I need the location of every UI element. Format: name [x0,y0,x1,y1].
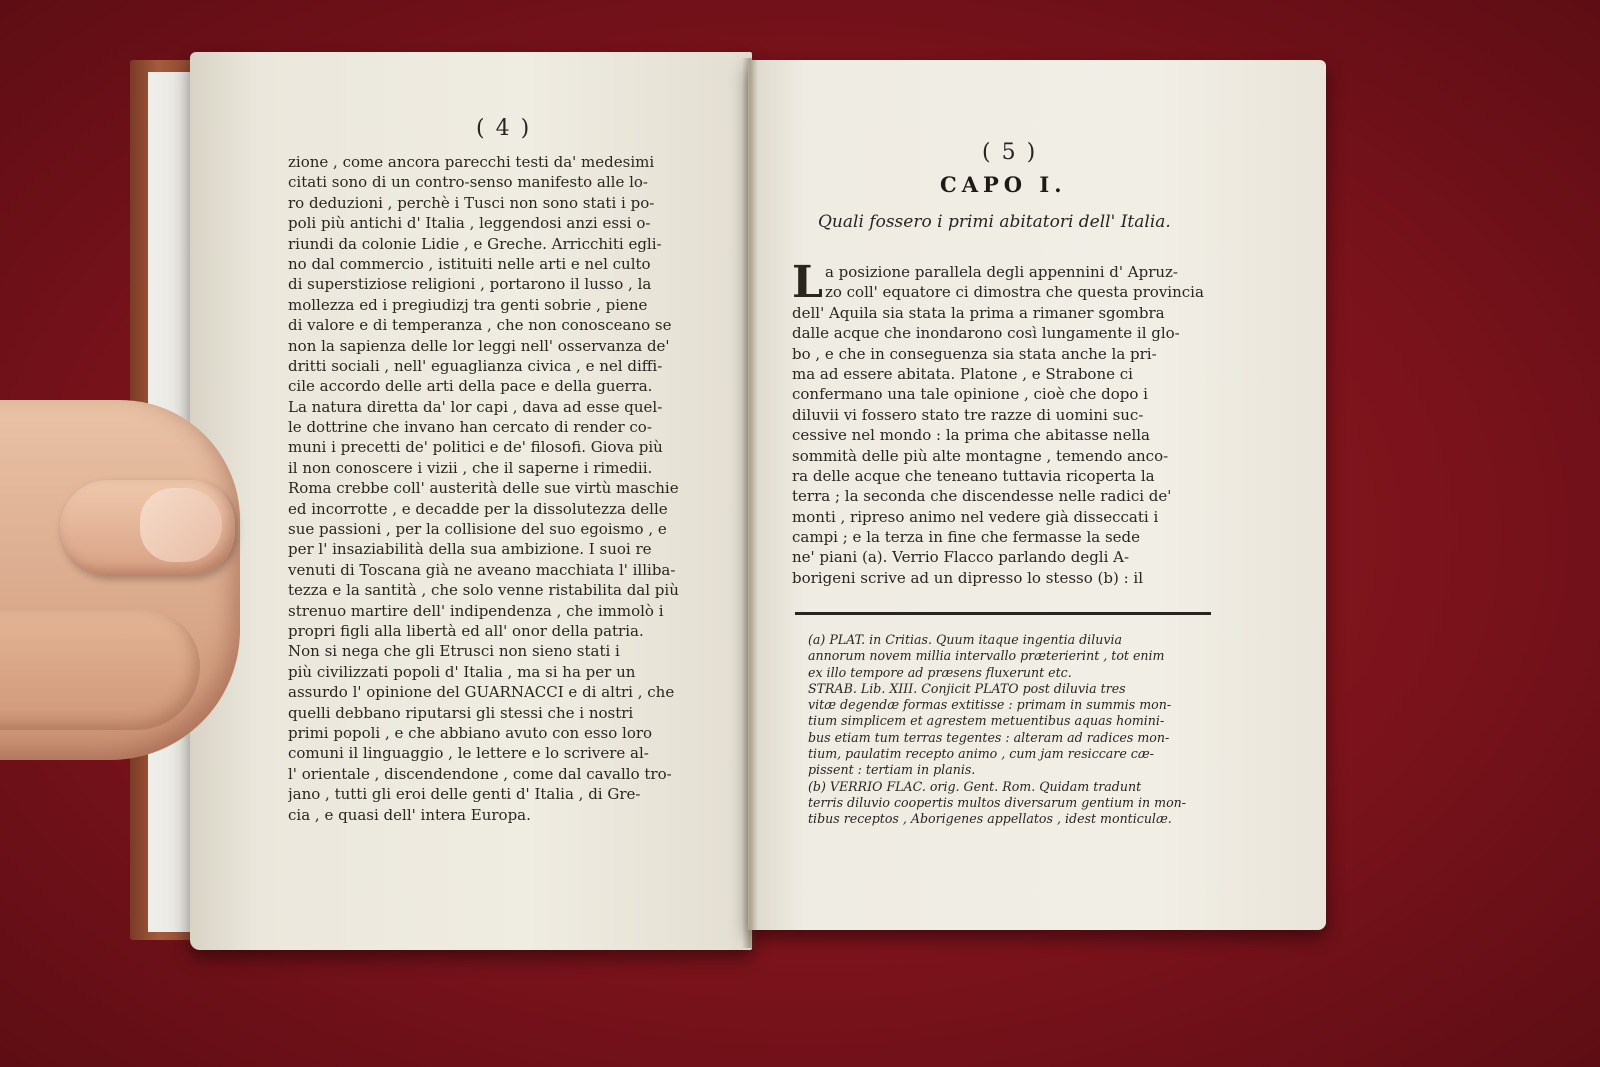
text-line: dell' Aquila sia stata la prima a rimaner sgombra [792,303,1165,322]
text-line: di valore e di temperanza , che non conosceano se [288,316,672,335]
text-line: terra ; la seconda che discendesse nelle radici de' [792,487,1172,506]
text-line: cile accordo delle arti della pace e della guerra. [288,377,653,396]
text-line: primi popoli , e che abbiano avuto con esso loro [288,723,653,742]
right-page-text [792,257,1220,588]
text-line: di superstiziose religioni , portarono il lusso , la [288,275,652,294]
chapter-heading: CAPO I. [940,172,1067,197]
text-line: bo , e che in conseguenza sia stata anche la pri- [792,344,1157,363]
text-line: ne' piani (a). Verrio Flacco parlando degli A- [792,548,1130,567]
text-line: cia , e quasi dell' intera Europa. [288,805,531,824]
thumbnail [140,488,222,562]
text-line: assurdo l' opinione del GUARNACCI e di altri , che [288,683,675,702]
text-line: il non conoscere i vizii , che il saperne i rimedii. [288,458,653,477]
text-line: monti , ripreso animo nel vedere già disseccati i [792,507,1159,526]
text-line: sommità delle più alte montagne , temendo anco- [792,446,1169,465]
hand-knuckle [0,610,200,730]
text-line: ro deduzioni , perchè i Tusci non sono stati i po- [288,193,655,212]
footnote-line: terris diluvio coopertis multos diversarum gentium in mon- [808,794,1187,810]
text-line: dalle acque che inondarono così lungamente il glo- [792,324,1180,343]
text-line: non la sapienza delle lor leggi nell' osservanza de' [288,336,670,355]
footnote-line: bus etiam tum terras tegentes : alteram ad radices mon- [808,729,1170,745]
footnote-line: annorum novem millia intervallo præterierint , tot enim [808,648,1165,664]
text-line: zione , come ancora parecchi testi da' medesimi [288,153,655,171]
text-line: no dal commercio , istituiti nelle arti e nel culto [288,254,651,273]
text-line: strenuo martire dell' indipendenza , che immolò i [288,601,664,620]
footnote-line: vitæ degendæ formas extitisse : primam in summis mon- [808,697,1172,713]
text-line: mollezza ed i pregiudizj tra genti sobrie , piene [288,295,648,314]
text-line: citati sono di un contro-senso manifesto alle lo- [288,173,648,192]
text-line: borigeni scrive ad un dipresso lo stesso (b) : il [792,568,1144,587]
footnote-rule [795,612,1211,615]
text-line: confermano una tale opinione , cioè che dopo i [792,385,1148,404]
footnote-line: tium, paulatim recepto animo , cum jam resiccare cæ- [808,746,1154,762]
text-line: sue passioni , per la collisione del suo egoismo , e [288,520,667,539]
left-page-number: ( 4 ) [476,116,532,141]
right-page-number: ( 5 ) [982,140,1038,165]
text-line: propri figli alla libertà ed all' onor della patria. [288,621,644,640]
text-line: diluvii vi fossero stato tre razze di uomini suc- [792,405,1144,424]
chapter-subtitle: Quali fossero i primi abitatori dell' Italia. [818,212,1171,232]
text-line: l' orientale , discendendone , come dal cavallo tro- [288,764,672,783]
footnote-line: ex illo tempore ad præsens fluxerunt etc. [808,664,1072,680]
text-line: cessive nel mondo : la prima che abitasse nella [792,426,1150,445]
text-line: poli più antichi d' Italia , leggendosi anzi essi o- [288,214,651,233]
text-line: più civilizzati popoli d' Italia , ma si ha per un [288,662,636,681]
text-line: tezza e la santità , che solo venne ristabilita dal più [288,581,679,600]
text-line: jano , tutti gli eroi delle genti d' Italia , di Gre- [288,785,641,804]
text-line: ma ad essere abitata. Platone , e Strabone ci [792,364,1133,383]
drop-cap: L [792,257,823,308]
text-line: Non si nega che gli Etrusci non sieno stati i [288,642,620,661]
footnote-line: pissent : tertiam in planis. [808,762,976,778]
text-line: per l' insaziabilità della sua ambizione. I suoi re [288,540,652,559]
footnotes [808,632,1210,828]
footnote-line: STRAB. Lib. XIII. Conjicit PLATO post diluvia tres [808,680,1126,696]
text-line: ed incorrotte , e decadde per la dissolutezza delle [288,499,668,518]
book-gutter [742,58,758,948]
left-page-text [288,152,721,825]
text-line: quelli debbano riputarsi gli stessi che i nostri [288,703,634,722]
right-first-line: a posizione parallela degli appennini d' Apruz- [824,263,1178,281]
text-line: comuni il linguaggio , le lettere e lo scrivere al- [288,744,649,763]
text-line: muni i precetti de' politici e de' filosofi. Giova più [288,438,663,457]
text-line: dritti sociali , nell' eguaglianza civica , e nel diffi- [288,356,663,375]
text-line: riundi da colonie Lidie , e Greche. Arricchiti egli- [288,234,662,253]
text-line: campi ; e la terza in fine che fermasse la sede [792,528,1141,547]
text-line: La natura diretta da' lor capi , dava ad esse quel- [288,397,663,416]
footnote-line: (a) PLAT. in Critias. Quum itaque ingentia diluvia [808,632,1122,647]
text-line: le dottrine che invano han cercato di render co- [288,418,652,437]
footnote-line: tibus receptos , Aborigenes appellatos , idest monticulæ. [808,811,1172,827]
text-line: zo coll' equatore ci dimostra che questa provincia [824,283,1204,302]
text-line: venuti di Toscana già ne aveano macchiata l' illiba- [288,560,676,579]
text-line: ra delle acque che teneano tuttavia ricoperta la [792,466,1155,485]
footnote-line: tium simplicem et agrestem metuentibus aquas homini- [808,713,1165,729]
text-line: Roma crebbe coll' austerità delle sue virtù maschie [288,479,679,498]
footnote-line: (b) VERRIO FLAC. orig. Gent. Rom. Quidam tradunt [808,778,1142,794]
